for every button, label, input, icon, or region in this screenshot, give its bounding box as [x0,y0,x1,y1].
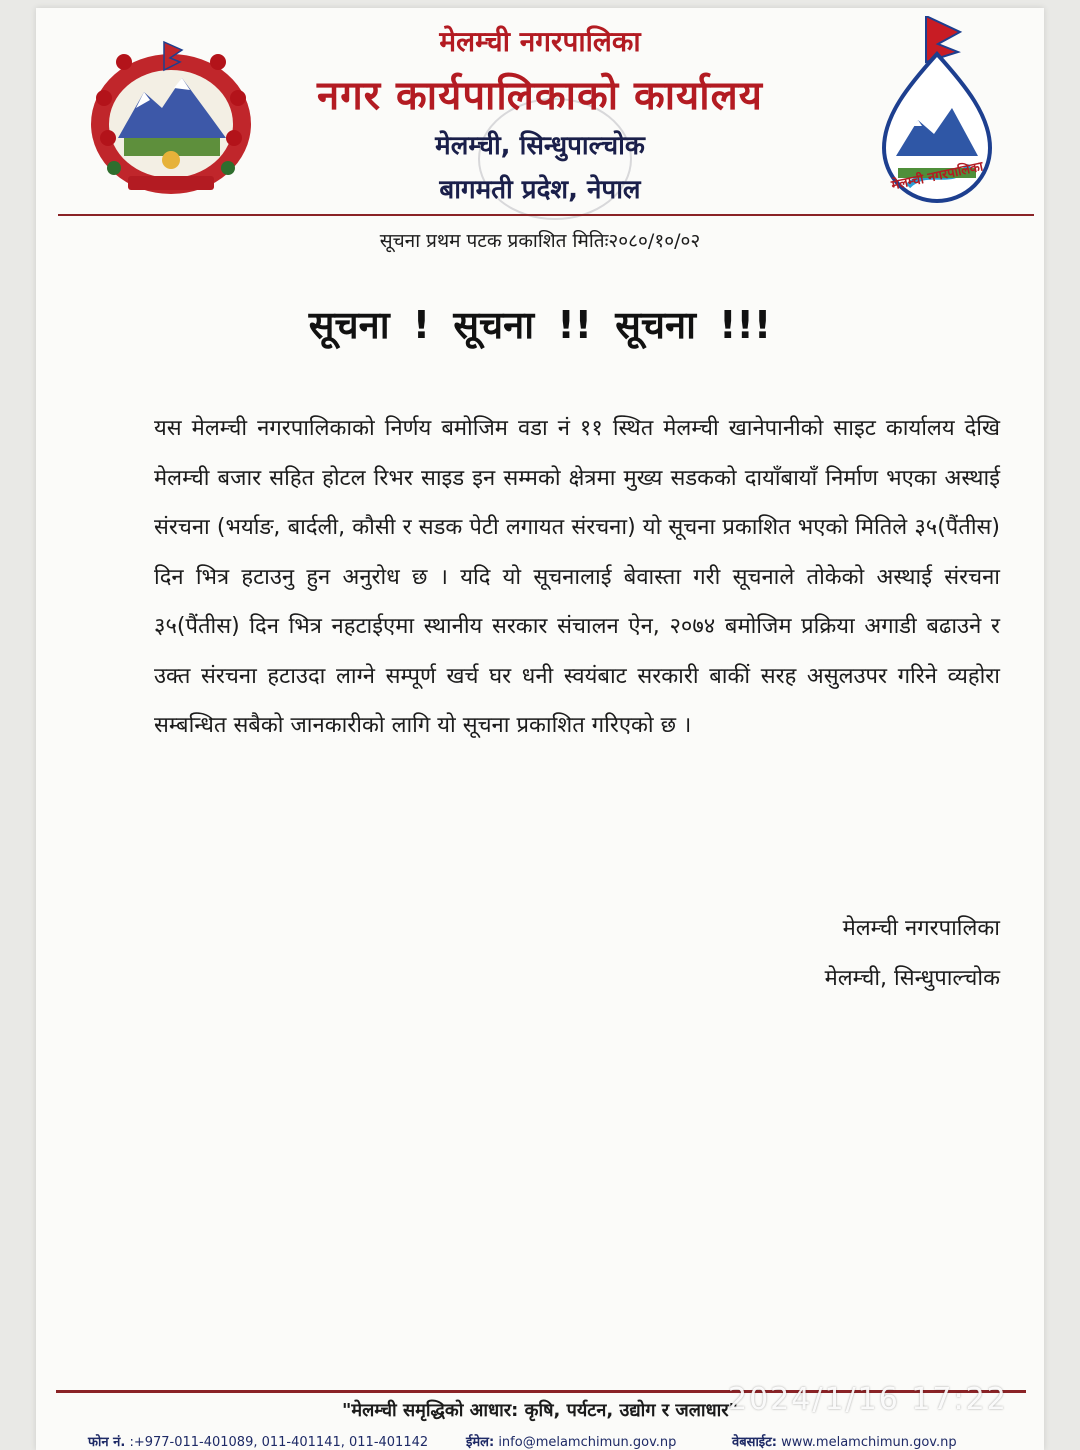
signature-municipality: मेलम्ची नगरपालिका [842,916,1000,941]
footer-phone [88,1432,428,1450]
footer-email [466,1432,676,1450]
office-location: मेलम्ची, सिन्धुपाल्चोक [435,131,645,161]
office-name: नगर कार्यपालिकाको कार्यालय [317,73,763,119]
website-label: वेबसाईट: [732,1435,777,1450]
notice-title: सूचना ! सूचना !! सूचना !!! [308,303,772,347]
email-label: ईमेल: [466,1435,495,1450]
phone-label: फोन नं. [88,1435,126,1450]
header-divider [58,214,1034,216]
email-address[interactable]: info@melamchimun.gov.np [498,1435,677,1450]
footer-slogan: "मेलम्ची समृद्धिको आधार: कृषि, पर्यटन, उद्योग र जलाधार" [341,1400,739,1421]
municipality-name: मेलम्ची नगरपालिका [439,25,641,58]
logo-caption: मेलम्ची नगरपालिका [890,159,985,194]
website-url[interactable]: www.melamchimun.gov.np [781,1435,957,1450]
footer-website [732,1432,957,1450]
signature-location: मेलम्ची, सिन्धुपाल्चोक [824,966,1000,991]
photo-timestamp: 2024/1/16 17:22 [728,1382,1008,1417]
publication-date: सूचना प्रथम पटक प्रकाशित मितिः२०८०/१०/०२ [379,230,701,252]
phone-numbers: :+977-011-401089, 011-401141, 011-401142 [129,1435,429,1450]
province-country: बागमती प्रदेश, नेपाल [439,175,641,205]
notice-body: यस मेलम्ची नगरपालिकाको निर्णय बमोजिम वडा नं ११ स्थित मेलम्ची खानेपानीको साइट कार्यालय देखि मेलम्ची बजार सहित होटल रिभर साइड इन सम्मको क्षेत्रमा मुख्य सडकको दायाँबायाँ निर्माण भएका अस्थाई संरचना (भर्याङ, बार्दली, कौसी र सडक पेटी लगायत संरचना) यो सूचना प्रकाशित भएको मितिले ३५(पैंतीस) दिन भित्र हटाउनु हुन अनुरोध छ । यदि यो सूचनालाई बेवास्ता गरी सूचनाले तोकेको अस्थाई संरचना ३५(पैंतीस) दिन भित्र नहटाईएमा स्थानीय सरकार संचालन ऐन, २०७४ बमोजिम प्रक्रिया अगाडी बढाउने र उक्त संरचना हटाउदा लाग्ने सम्पूर्ण खर्च घर धनी स्वयंबाट सरकारी बाकीं सरह असुलउपर गरिने व्यहोरा सम्बन्धित सबैको जानकारीको लागि यो सूचना प्रकाशित गरिएको छ । [154,416,1000,738]
